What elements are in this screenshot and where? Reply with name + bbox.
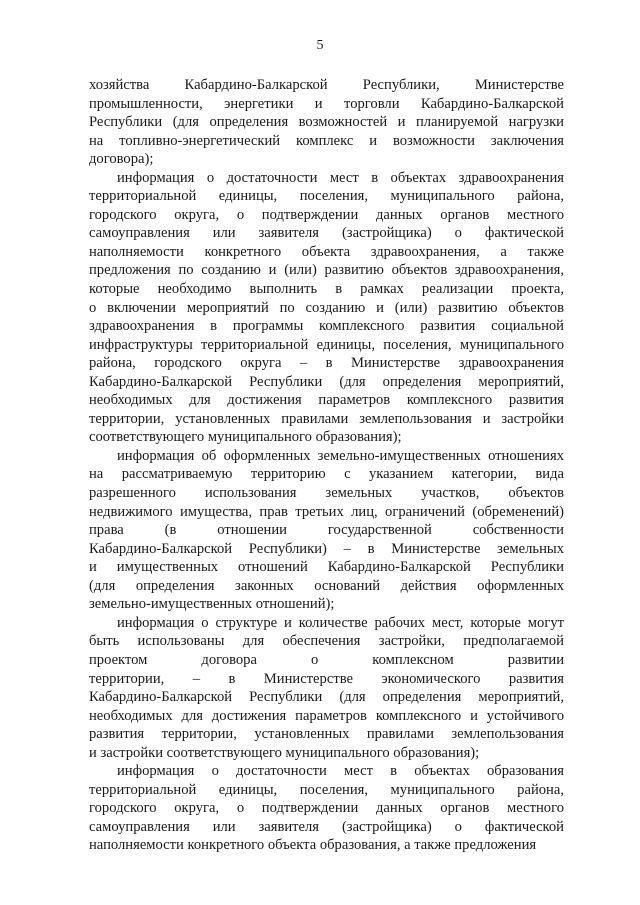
text-line: городского округа, о подтверждении данных органов местного (89, 800, 564, 817)
text-line: самоуправления или заявителя (застройщика) о фактической (89, 818, 564, 835)
text-line: промышленности, энергетики и торговли Кабардино-Балкарской (89, 95, 564, 112)
text-line: предложения по созданию и (или) развитию объектов здравоохранения, (89, 262, 564, 279)
text-line: здравоохранения в программы комплексного развития социальной (89, 318, 564, 335)
text-line: на топливно-энергетический комплекс и возможности заключения (89, 132, 564, 149)
text-line: наполняемости конкретного объекта здравоохранения, а также (89, 243, 564, 260)
text-line: необходимых для достижения параметров комплексного развития (89, 392, 564, 409)
text-line: проектом договора о комплексном развитии (89, 651, 564, 668)
text-line: развития территории, установленных правилами землепользования (89, 726, 564, 743)
text-line: Республики (для определения возможностей и планируемой нагрузки (89, 114, 564, 131)
text-line: разрешенного использования земельных участков, объектов (89, 485, 564, 502)
text-line: о включении мероприятий по созданию и (или) развитию объектов (89, 299, 564, 316)
text-line: Кабардино-Балкарской Республики) – в Министерстве земельных (89, 540, 564, 557)
text-line: хозяйства Кабардино-Балкарской Республики, Министерстве (89, 77, 564, 93)
text-line: и застройки соответствующего муниципального образования); (89, 744, 480, 761)
text-line: договора); (89, 151, 154, 168)
text-line: инфраструктуры территориальной единицы, поселения, муниципального (89, 336, 564, 353)
paragraph (89, 76, 564, 169)
text-line: территории, – в Министерстве экономического развития (89, 670, 564, 687)
text-line: информация о структуре и количестве рабочих мест, которые могут (117, 614, 564, 631)
text-line: самоуправления или заявителя (застройщика) о фактической (89, 225, 564, 242)
text-line: информация об оформленных земельно-имущественных отношениях (117, 447, 564, 464)
text-line: района, городского округа – в Министерстве здравоохранения (89, 355, 564, 372)
document-body (89, 76, 564, 855)
text-line: недвижимого имущества, прав третьих лиц, ограничений (обременений) (89, 503, 564, 520)
text-line: на рассматриваемую территорию с указанием категории, вида (89, 466, 564, 483)
text-line: (для определения законных оснований действия оформленных (89, 577, 564, 594)
page-number: 5 (316, 38, 324, 53)
text-line: информация о достаточности мест в объектах здравоохранения (117, 169, 564, 186)
text-line: территориальной единицы, поселения, муниципального района, (89, 188, 564, 205)
paragraph (89, 447, 564, 614)
text-line: Кабардино-Балкарской Республики (для определения мероприятий, (89, 373, 564, 390)
paragraph (89, 614, 564, 762)
text-line: территории, установленных правилами землепользования и застройки (89, 410, 564, 427)
text-line: информация о достаточности мест в объектах образования (117, 763, 564, 780)
text-line: городского округа, о подтверждении данных органов местного (89, 206, 564, 223)
text-line: земельно-имущественных отношений); (89, 596, 335, 613)
text-line: территориальной единицы, поселения, муниципального района, (89, 781, 564, 798)
text-line: наполняемости конкретного объекта образования, а также предложения (89, 837, 537, 854)
text-line: права (в отношении государственной собственности (89, 522, 564, 539)
text-line: Кабардино-Балкарской Республики (для определения мероприятий, (89, 689, 564, 706)
text-line: необходимых для достижения параметров комплексного и устойчивого (89, 707, 564, 724)
paragraph (89, 169, 564, 447)
text-line: которые необходимо выполнить в рамках реализации проекта, (89, 281, 564, 298)
text-line: соответствующего муниципального образования); (89, 429, 402, 446)
text-line: быть использованы для обеспечения застройки, предполагаемой (89, 633, 564, 650)
paragraph (89, 762, 564, 855)
text-line: и имущественных отношений Кабардино-Балкарской Республики (89, 559, 564, 576)
